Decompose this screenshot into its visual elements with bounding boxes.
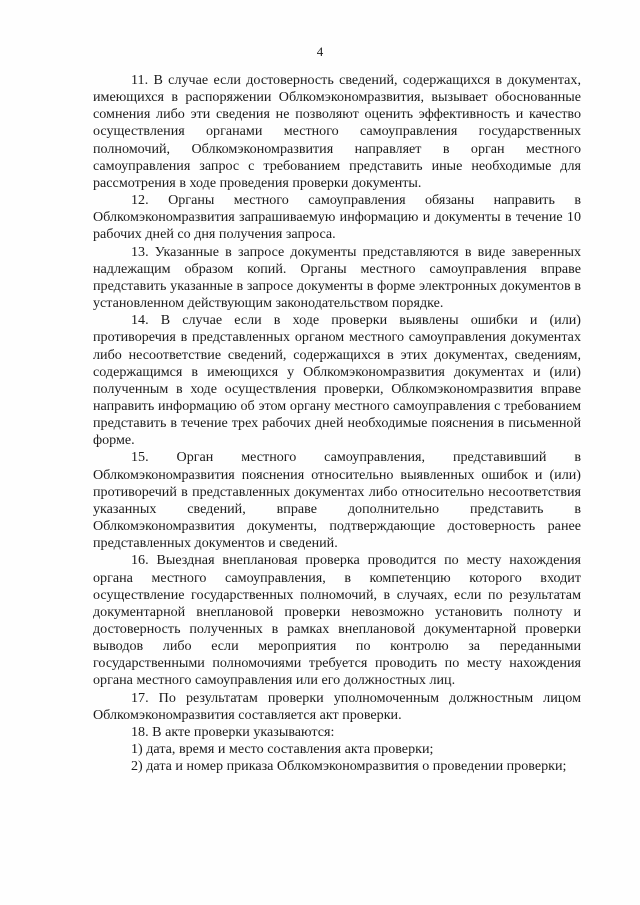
- paragraph-14: 14. В случае если в ходе проверки выявлены ошибки и (или) противоречия в представленных органом местного самоуправления документах либо несоответствие сведений, содержащихся в этих документах, сведениям, содержащимся в имеющихся у Облкомэкономразвития документах и (или) полученным в ходе осуществления проверки, Облкомэкономразвития вправе направить информацию об этом органу местного самоуправления с требованием представить в течение трех рабочих дней необходимые пояснения в письменной форме.: [93, 312, 581, 449]
- paragraph-11: 11. В случае если достоверность сведений, содержащихся в документах, имеющихся в распоряжении Облкомэкономразвития, вызывает обоснованные сомнения либо эти сведения не позволяют оценить эффективность и качество осуществления органами местного самоуправления государственных полномочий, Облкомэкономразвития направляет в орган местного самоуправления запрос с требованием представить иные необходимые для рассмотрения в ходе проведения проверки документы.: [93, 72, 581, 191]
- paragraph-16: 16. Выездная внеплановая проверка проводится по месту нахождения органа местного самоуправления, в компетенцию которого входит осуществление государственных полномочий, в случаях, если по результатам документарной внеплановой проверки невозможно установить полноту и достоверность полученных в рамках внеплановой документарной проверки выводов либо если мероприятия по контролю за переданными государственными полномочиями требуется проводить по месту нахождения органа местного самоуправления или его должностных лиц.: [93, 552, 581, 689]
- paragraph-17: 17. По результатам проверки уполномоченным должностным лицом Облкомэкономразвития составляется акт проверки.: [93, 689, 581, 723]
- document-body: [93, 72, 581, 775]
- paragraph-13: 13. Указанные в запросе документы представляются в виде заверенных надлежащим образом копий. Органы местного самоуправления вправе представить указанные в запросе документы в форме электронных документов в установленном действующим законодательством порядке.: [93, 243, 581, 312]
- list-item-1: 1) дата, время и место составления акта проверки;: [131, 741, 434, 758]
- paragraph-15: 15. Орган местного самоуправления, представивший в Облкомэкономразвития пояснения относительно выявленных ошибок и (или) противоречий в представленных документах либо относительно несоответствия указанных сведений, вправе дополнительно представить в Облкомэкономразвития документы, подтверждающие достоверность ранее представленных документов и сведений.: [93, 449, 581, 552]
- paragraph-18: 18. В акте проверки указываются:: [131, 723, 335, 740]
- page-number: 4: [316, 44, 324, 59]
- list-item-2: 2) дата и номер приказа Облкомэкономразвития о проведении проверки;: [131, 758, 567, 775]
- paragraph-12: 12. Органы местного самоуправления обязаны направить в Облкомэкономразвития запрашиваемую информацию и документы в течение 10 рабочих дней со дня получения запроса.: [93, 192, 581, 243]
